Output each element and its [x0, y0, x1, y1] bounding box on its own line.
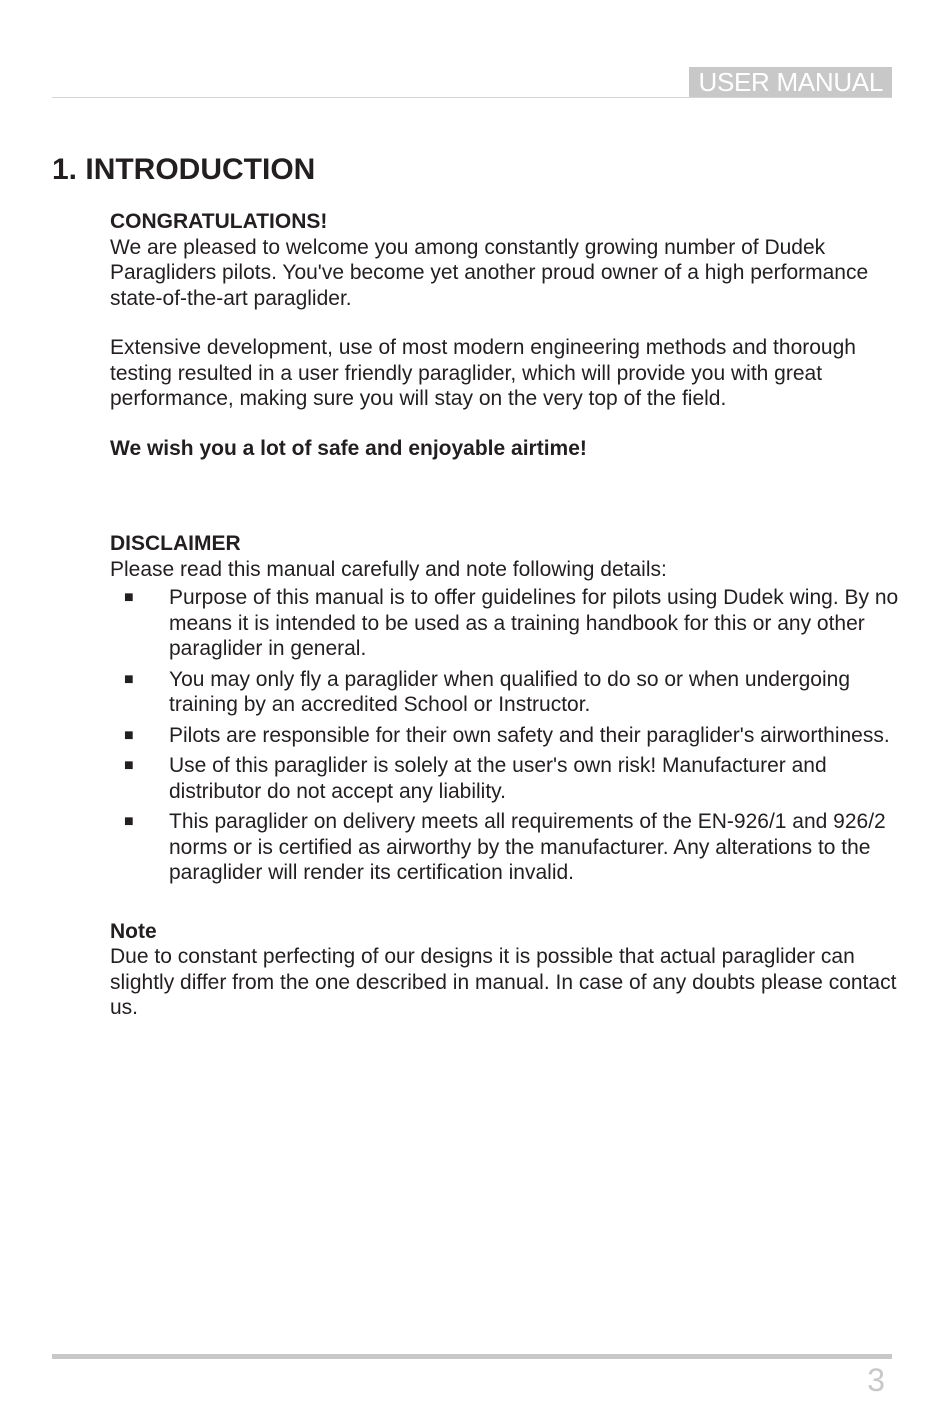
congratulations-paragraph-1: We are pleased to welcome you among constantly growing number of Dudek Paragliders pilots. You've become yet another proud owner of a high performance state-of-the-art paraglider.: [110, 235, 869, 310]
footer-divider: [52, 1354, 892, 1359]
header-label: USER MANUAL: [689, 67, 892, 97]
bullet-square-icon: ■: [124, 670, 134, 688]
note-heading: Note: [110, 919, 157, 943]
list-item-text: Use of this paraglider is solely at the user's own risk! Manufacturer and distributor do not accept any liability.: [169, 754, 827, 803]
closing-line: We wish you a lot of safe and enjoyable airtime!: [110, 436, 587, 460]
list-item: [110, 585, 900, 662]
disclaimer-list: [110, 585, 900, 886]
page-title: 1. INTRODUCTION: [52, 153, 316, 186]
disclaimer-intro: Please read this manual carefully and note following details:: [110, 557, 667, 581]
bullet-square-icon: ■: [124, 757, 134, 774]
list-item: [110, 753, 900, 804]
list-item: [110, 809, 900, 886]
page-number: 3: [867, 1362, 885, 1398]
bullet-square-icon: ■: [124, 589, 134, 606]
list-item-text: You may only fly a paraglider when qualified to do so or when undergoing training by an accredited School or Instructor.: [169, 667, 851, 716]
list-item-text: Pilots are responsible for their own safety and their paraglider's airworthiness.: [169, 723, 890, 747]
congratulations-paragraph-2: Extensive development, use of most modern engineering methods and thorough testing resulted in a user friendly paraglider, which will provide you with great performance, making sure you will stay on the very top of the field.: [110, 336, 856, 410]
header-divider: [52, 97, 892, 98]
bullet-square-icon: ■: [124, 813, 134, 830]
note-text: Due to constant perfecting of our designs it is possible that actual paraglider can slightly differ from the one described in manual. In case of any doubts please contact us.: [110, 945, 897, 1019]
congratulations-heading: CONGRATULATIONS!: [110, 210, 328, 233]
list-item: [110, 723, 900, 749]
bullet-square-icon: ■: [124, 726, 134, 744]
disclaimer-heading: DISCLAIMER: [110, 532, 241, 555]
list-item-text: This paraglider on delivery meets all requirements of the EN-926/1 and 926/2 norms or is certified as airworthy by the manufacturer. Any alterations to the paraglider will render its certification invalid.: [169, 810, 886, 884]
list-item-text: Purpose of this manual is to offer guidelines for pilots using Dudek wing. By no means it is intended to be used as a training handbook for this or any other paraglider in general.: [169, 586, 899, 660]
main-content: [110, 209, 900, 1021]
list-item: [110, 667, 900, 718]
